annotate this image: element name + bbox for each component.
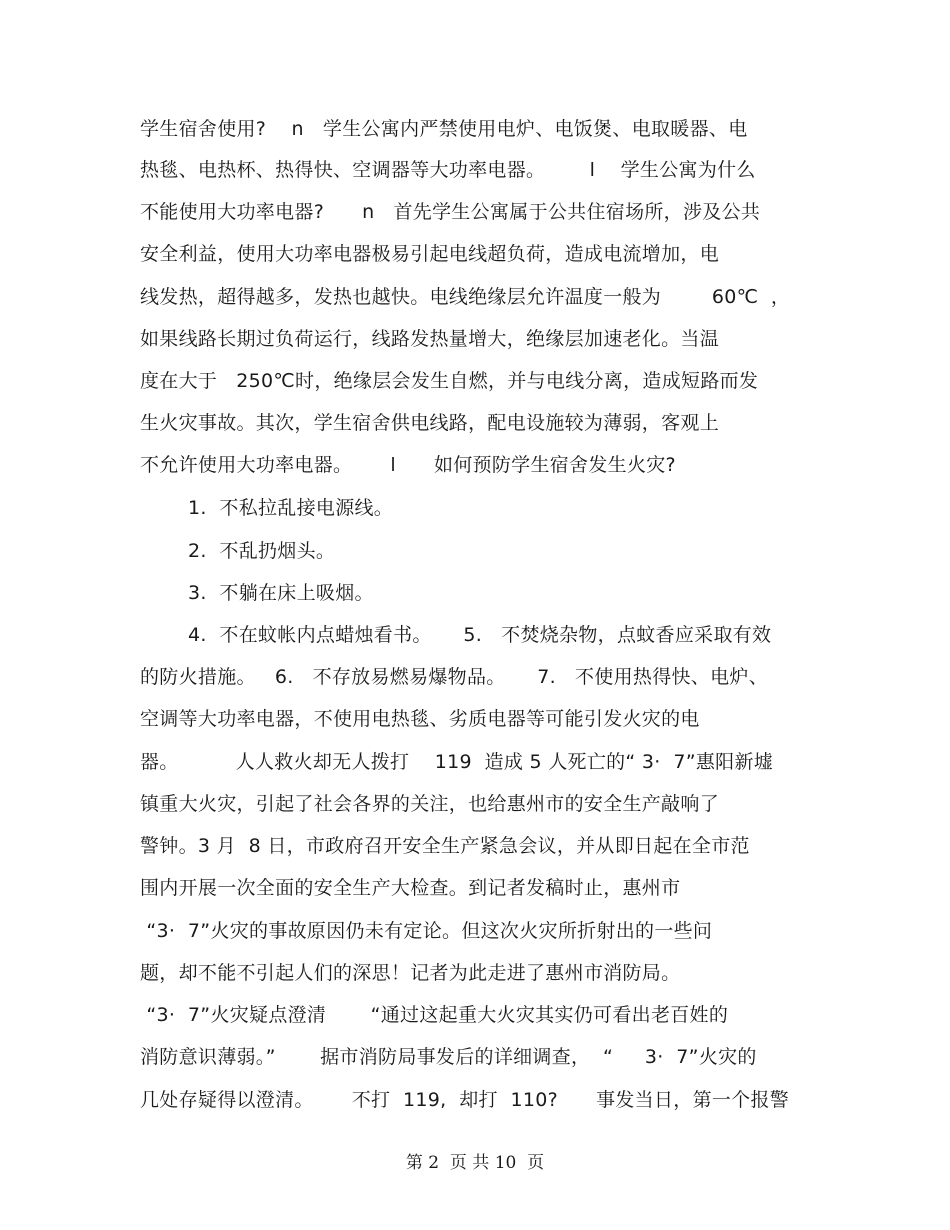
list-item: 3. 不躺在床上吸烟。: [188, 582, 374, 604]
text-line: “3· 7”火灾的事故原因仍未有定论。但这次火灾所折射出的一些问: [140, 920, 713, 942]
text-line: 镇重大火灾，引起了社会各界的关注，也给惠州市的安全生产敲响了: [140, 793, 720, 815]
list-item: 4. 不在蚊帐内点蜡烛看书。 5. 不焚烧杂物，点蚊香应采取有效: [188, 624, 772, 646]
text-line: 热毯、电热杯、热得快、空调器等大功率电器。 l 学生公寓为什么: [140, 159, 756, 181]
text-line: 的防火措施。 6. 不存放易燃易爆物品。 7. 不使用热得快、电炉、: [140, 666, 769, 688]
text-line: 度在大于 250℃时，绝缘层会发生自燃，并与电线分离，造成短路而发: [140, 370, 759, 392]
text-line: 生火灾事故。其次，学生宿舍供电线路，配电设施较为薄弱，客观上: [140, 412, 720, 434]
text-line: 消防意识薄弱。” 据市消防局事发后的详细调查， “ 3· 7”火灾的: [140, 1046, 757, 1068]
text-line: 几处存疑得以澄清。 不打 119, 却打 110? 事发当日，第一个报警: [140, 1089, 790, 1111]
text-line: 围内开展一次全面的安全生产大检查。到记者发稿时止，惠州市: [140, 877, 681, 899]
text-line: 警钟。3 月 8 日，市政府召开安全生产紧急会议，并从即日起在全市范: [140, 835, 750, 857]
text-line: 空调等大功率电器，不使用电热毯、劣质电器等可能引发火灾的电: [140, 708, 700, 730]
text-line: 如果线路长期过负荷运行，线路发热量增大，绝缘层加速老化。当温: [140, 328, 720, 350]
text-line: 不允许使用大功率电器。 l 如何预防学生宿舍发生火灾?: [140, 454, 676, 476]
text-line: 不能使用大功率电器? n 首先学生公寓属于公共住宿场所，涉及公共: [140, 201, 761, 223]
list-item: 2. 不乱扔烟头。: [188, 540, 336, 562]
text-line: 器。 人人救火却无人拨打 119 造成 5 人死亡的“ 3· 7”惠阳新墟: [140, 751, 774, 773]
text-line: 题，却不能不引起人们的深思！记者为此走进了惠州市消防局。: [140, 962, 681, 984]
page-footer: 第 2 页 共 10 页: [405, 1153, 545, 1173]
text-line: 学生宿舍使用? n 学生公寓内严禁使用电炉、电饭煲、电取暖器、电: [140, 118, 748, 140]
text-line: “3· 7”火灾疑点澄清 “通过这起重大火灾其实仍可看出老百姓的: [140, 1004, 729, 1026]
text-line: 线发热，超得越多，发热也越快。电线绝缘层允许温度一般为 60℃ ，: [140, 286, 791, 308]
list-item: 1. 不私拉乱接电源线。: [188, 497, 394, 519]
text-line: 安全利益，使用大功率电器极易引起电线超负荷，造成电流增加，电: [140, 243, 720, 265]
